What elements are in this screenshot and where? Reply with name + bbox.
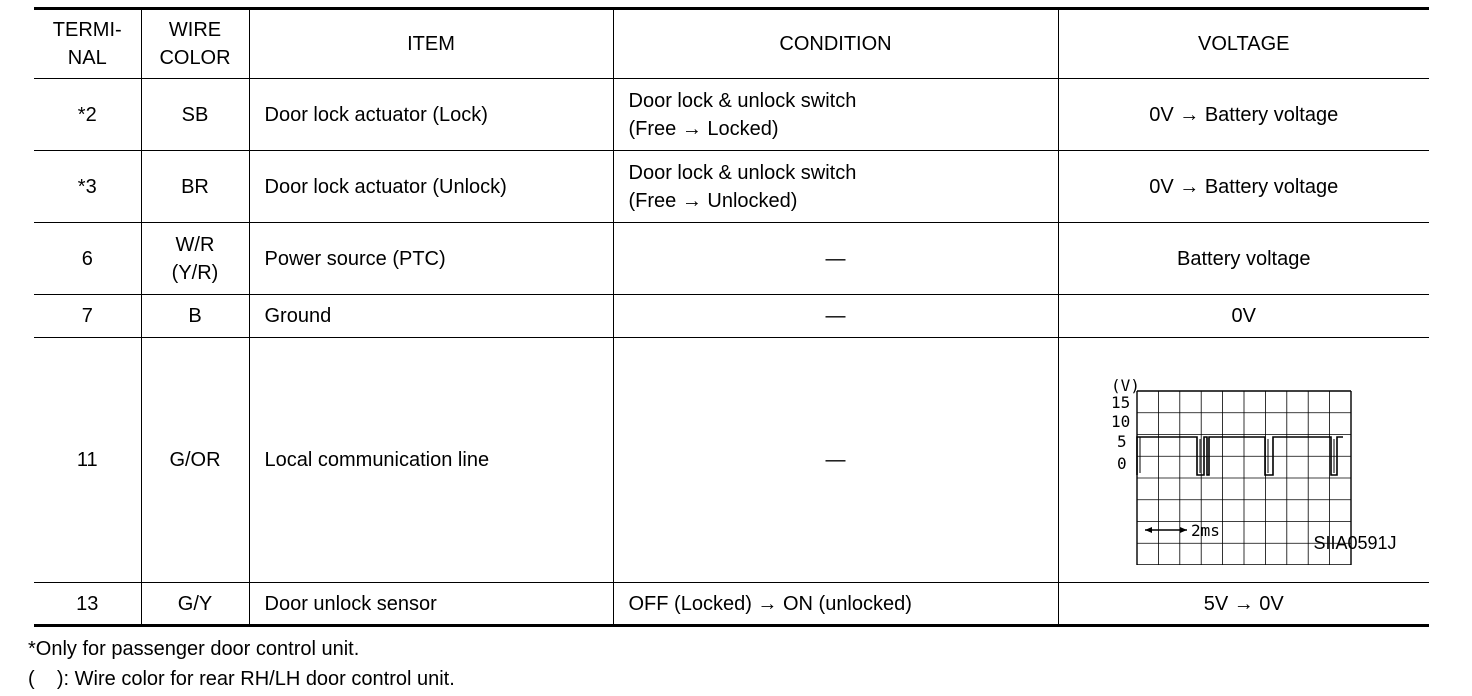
footnote-rear-wire-color: ( ): Wire color for rear RH/LH door control unit. [28, 668, 455, 690]
voltage-cell: 5V → 0V [1058, 583, 1429, 626]
wire-color-cell: BR [141, 151, 249, 223]
header-terminal: TERMI- NAL [34, 9, 141, 79]
table-row [34, 338, 1429, 583]
condition-cell: Door lock & unlock switch (Free → Locked) [613, 79, 1058, 151]
waveform-figure [1107, 355, 1407, 565]
voltage-cell: 0V [1058, 295, 1429, 338]
terminal-cell: 11 [34, 338, 141, 583]
condition-cell: OFF (Locked) → ON (unlocked) [613, 583, 1058, 626]
table-row [34, 295, 1429, 338]
header-row [34, 9, 1429, 79]
wire-color-cell: SB [141, 79, 249, 151]
item-cell: Power source (PTC) [249, 223, 613, 295]
table-row [34, 79, 1429, 151]
voltage-cell: Battery voltage [1058, 223, 1429, 295]
header-condition: CONDITION [613, 9, 1058, 79]
footnote-passenger: *Only for passenger door control unit. [28, 638, 360, 660]
voltage-waveform-cell [1058, 338, 1429, 583]
y-tick-10: 10 [1110, 412, 1130, 431]
item-cell: Ground [249, 295, 613, 338]
terminal-cell: 7 [34, 295, 141, 338]
table-row [34, 583, 1429, 626]
condition-cell: Door lock & unlock switch (Free → Unlocked) [613, 151, 1058, 223]
voltage-cell: 0V → Battery voltage [1058, 79, 1429, 151]
y-tick-0: 0 [1116, 454, 1127, 473]
table-row [34, 151, 1429, 223]
footnotes [28, 634, 455, 694]
wire-color-cell: B [141, 295, 249, 338]
time-span-label: 2ms [1190, 521, 1220, 540]
item-cell: Door unlock sensor [249, 583, 613, 626]
y-tick-15: 15 [1110, 393, 1130, 412]
terminal-cell: *3 [34, 151, 141, 223]
wire-color-cell: W/R (Y/R) [141, 223, 249, 295]
terminal-cell: 6 [34, 223, 141, 295]
condition-cell: — [613, 223, 1058, 295]
y-tick-5: 5 [1116, 432, 1127, 451]
header-wire-color: WIRE COLOR [141, 9, 249, 79]
wire-color-cell: G/Y [141, 583, 249, 626]
condition-cell: — [613, 295, 1058, 338]
terminal-spec-table [34, 7, 1429, 627]
item-cell: Door lock actuator (Lock) [249, 79, 613, 151]
item-cell: Local communication line [249, 338, 613, 583]
table-row [34, 223, 1429, 295]
voltage-cell: 0V → Battery voltage [1058, 151, 1429, 223]
figure-code: SIIA0591J [1313, 533, 1397, 553]
wire-color-cell: G/OR [141, 338, 249, 583]
item-cell: Door lock actuator (Unlock) [249, 151, 613, 223]
terminal-cell: *2 [34, 79, 141, 151]
waveform-unit-label: (V) [1110, 376, 1140, 395]
header-item: ITEM [249, 9, 613, 79]
terminal-cell: 13 [34, 583, 141, 626]
header-voltage: VOLTAGE [1058, 9, 1429, 79]
condition-cell: — [613, 338, 1058, 583]
